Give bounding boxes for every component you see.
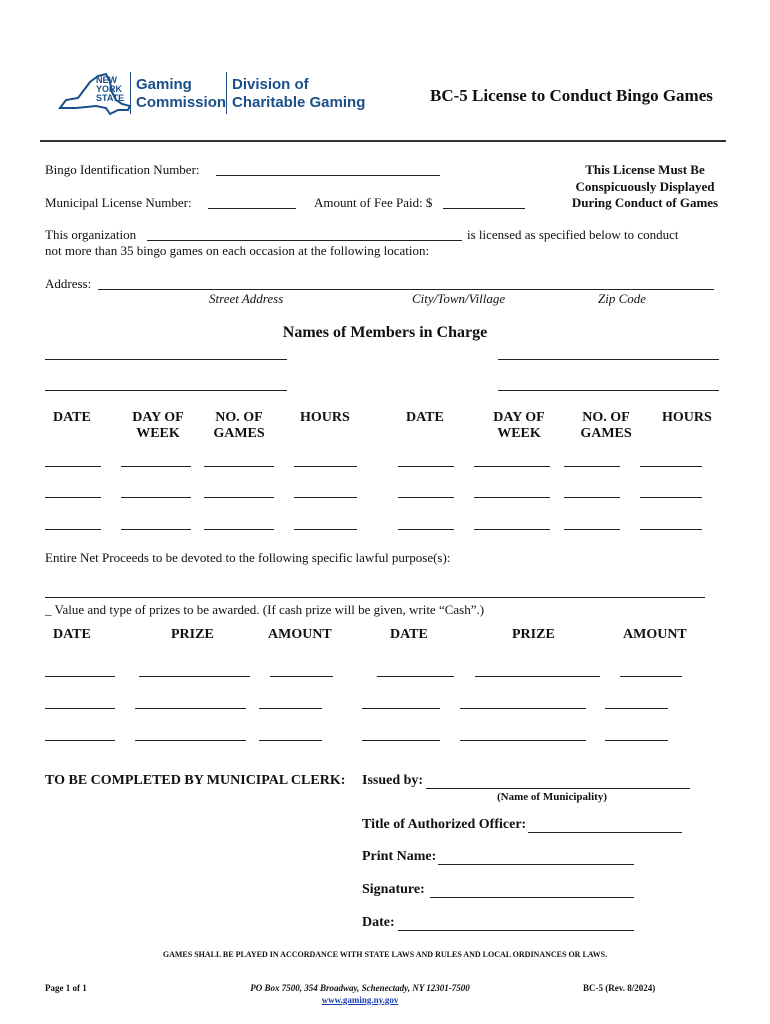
- logo-gaming-line1: Gaming: [136, 76, 192, 93]
- prize-prize-field[interactable]: [139, 676, 250, 677]
- prize-amount-field[interactable]: [259, 740, 322, 741]
- prize-prize-header-right: PRIZE: [512, 627, 555, 642]
- schedule-day-header-2: WEEK: [136, 426, 180, 441]
- schedule-games-field-right[interactable]: [564, 529, 620, 530]
- prize-date-field[interactable]: [45, 676, 115, 677]
- address-field[interactable]: [98, 289, 714, 290]
- schedule-hours-header: HOURS: [300, 410, 350, 425]
- prize-amount-header: AMOUNT: [268, 627, 332, 642]
- prize-prize-field[interactable]: [135, 708, 246, 709]
- footer-address: PO Box 7500, 354 Broadway, Schenectady, NY 12301-7500: [250, 983, 470, 993]
- address-label: Address:: [45, 276, 92, 291]
- schedule-date-field-right[interactable]: [398, 529, 454, 530]
- prize-amount-field-right[interactable]: [620, 676, 682, 677]
- schedule-day-header-right-2: WEEK: [497, 426, 541, 441]
- municipal-license-field[interactable]: [208, 208, 296, 209]
- prizes-text: _ Value and type of prizes to be awarded. (If cash prize will be given, write “Cash”.): [45, 602, 485, 617]
- members-heading: Names of Members in Charge: [282, 324, 488, 341]
- schedule-games-field[interactable]: [204, 529, 274, 530]
- schedule-day-field[interactable]: [121, 466, 191, 467]
- municipality-caption: (Name of Municipality): [497, 791, 607, 803]
- member-field-4[interactable]: [498, 390, 719, 391]
- proceeds-text: Entire Net Proceeds to be devoted to the following specific lawful purpose(s):: [45, 550, 451, 565]
- schedule-games-field[interactable]: [204, 466, 274, 467]
- schedule-games-header-right-1: NO. OF: [582, 410, 630, 425]
- schedule-hours-header-right: HOURS: [662, 410, 712, 425]
- issued-by-label: Issued by:: [362, 773, 424, 788]
- organization-line2: not more than 35 bingo games on each occasion at the following location:: [45, 243, 430, 258]
- prize-date-header: DATE: [53, 627, 91, 642]
- fee-field[interactable]: [443, 208, 525, 209]
- signature-field[interactable]: [430, 897, 634, 898]
- schedule-games-field[interactable]: [204, 497, 274, 498]
- organization-field[interactable]: [147, 240, 462, 241]
- proceeds-field[interactable]: [45, 597, 705, 598]
- logo-state-text: NEW YORK STATE: [96, 75, 125, 103]
- schedule-games-header-2: GAMES: [213, 426, 265, 441]
- schedule-hours-field-right[interactable]: [640, 497, 702, 498]
- prize-prize-field-right[interactable]: [460, 708, 586, 709]
- member-field-1[interactable]: [45, 359, 287, 360]
- bingo-id-field[interactable]: [216, 175, 440, 176]
- footer-website-link[interactable]: www.gaming.ny.gov: [321, 995, 399, 1005]
- prize-date-field[interactable]: [45, 708, 115, 709]
- schedule-date-field[interactable]: [45, 497, 101, 498]
- schedule-hours-field[interactable]: [294, 497, 357, 498]
- prize-date-field-right[interactable]: [362, 708, 440, 709]
- organization-suffix: is licensed as specified below to conduct: [467, 227, 679, 242]
- fee-label: Amount of Fee Paid: $: [314, 195, 433, 210]
- prize-amount-header-right: AMOUNT: [623, 627, 687, 642]
- schedule-games-header-1: NO. OF: [215, 410, 263, 425]
- schedule-date-field-right[interactable]: [398, 466, 454, 467]
- bingo-id-label: Bingo Identification Number:: [45, 162, 200, 177]
- schedule-hours-field[interactable]: [294, 529, 357, 530]
- schedule-games-field-right[interactable]: [564, 497, 620, 498]
- schedule-date-header-right: DATE: [406, 410, 444, 425]
- schedule-day-field-right[interactable]: [474, 466, 550, 467]
- prize-date-header-right: DATE: [390, 627, 428, 642]
- municipal-license-label: Municipal License Number:: [45, 195, 192, 210]
- schedule-games-field-right[interactable]: [564, 466, 620, 467]
- display-notice-2: Conspicuously Displayed: [575, 179, 715, 194]
- date-field[interactable]: [398, 930, 634, 931]
- prize-amount-field[interactable]: [270, 676, 333, 677]
- form-title: BC-5 License to Conduct Bingo Games: [430, 86, 713, 105]
- organization-prefix: This organization: [45, 227, 137, 242]
- logo-division-line1: Division of: [232, 76, 309, 93]
- page-number: Page 1 of 1: [45, 983, 87, 993]
- schedule-day-field[interactable]: [121, 529, 191, 530]
- schedule-date-field-right[interactable]: [398, 497, 454, 498]
- schedule-day-header-1: DAY OF: [132, 410, 184, 425]
- schedule-date-field[interactable]: [45, 529, 101, 530]
- footer-notice: GAMES SHALL BE PLAYED IN ACCORDANCE WITH STATE LAWS AND RULES AND LOCAL ORDINANCES OR LAWS.: [162, 950, 608, 959]
- logo-divider-2: [226, 72, 227, 114]
- title-officer-field[interactable]: [528, 832, 682, 833]
- form-revision: BC-5 (Rev. 8/2024): [583, 983, 656, 993]
- schedule-hours-field[interactable]: [294, 466, 357, 467]
- logo-divider: [130, 72, 131, 114]
- prize-date-field-right[interactable]: [362, 740, 440, 741]
- schedule-date-header: DATE: [53, 410, 91, 425]
- prize-prize-field-right[interactable]: [460, 740, 586, 741]
- logo-gaming-line2: Commission: [136, 94, 227, 111]
- print-name-field[interactable]: [438, 864, 634, 865]
- schedule-date-field[interactable]: [45, 466, 101, 467]
- city-caption: City/Town/Village: [412, 291, 506, 306]
- schedule-hours-field-right[interactable]: [640, 529, 702, 530]
- display-notice-1: This License Must Be: [585, 162, 705, 177]
- prize-prize-field[interactable]: [135, 740, 246, 741]
- member-field-2[interactable]: [498, 359, 719, 360]
- schedule-day-field-right[interactable]: [474, 529, 550, 530]
- nys-logo: [56, 70, 366, 118]
- title-officer-label: Title of Authorized Officer:: [362, 817, 527, 832]
- prize-prize-header: PRIZE: [171, 627, 214, 642]
- zip-caption: Zip Code: [598, 291, 647, 306]
- issued-by-field[interactable]: [426, 788, 690, 789]
- prize-amount-field-right[interactable]: [605, 740, 668, 741]
- clerk-heading: TO BE COMPLETED BY MUNICIPAL CLERK:: [45, 773, 346, 788]
- prize-amount-field[interactable]: [259, 708, 322, 709]
- print-name-label: Print Name:: [362, 849, 437, 864]
- header-rule: [40, 140, 726, 142]
- signature-label: Signature:: [362, 882, 425, 897]
- prize-amount-field-right[interactable]: [605, 708, 668, 709]
- prize-date-field[interactable]: [45, 740, 115, 741]
- schedule-games-header-right-2: GAMES: [580, 426, 632, 441]
- date-label: Date:: [362, 915, 395, 930]
- schedule-day-field-right[interactable]: [474, 497, 550, 498]
- prize-date-field-right[interactable]: [377, 676, 454, 677]
- prize-prize-field-right[interactable]: [475, 676, 600, 677]
- member-field-3[interactable]: [45, 390, 287, 391]
- schedule-day-field[interactable]: [121, 497, 191, 498]
- logo-division-line2: Charitable Gaming: [232, 94, 366, 111]
- schedule-hours-field-right[interactable]: [640, 466, 702, 467]
- display-notice-3: During Conduct of Games: [571, 195, 719, 210]
- schedule-day-header-right-1: DAY OF: [493, 410, 545, 425]
- street-address-caption: Street Address: [209, 291, 284, 306]
